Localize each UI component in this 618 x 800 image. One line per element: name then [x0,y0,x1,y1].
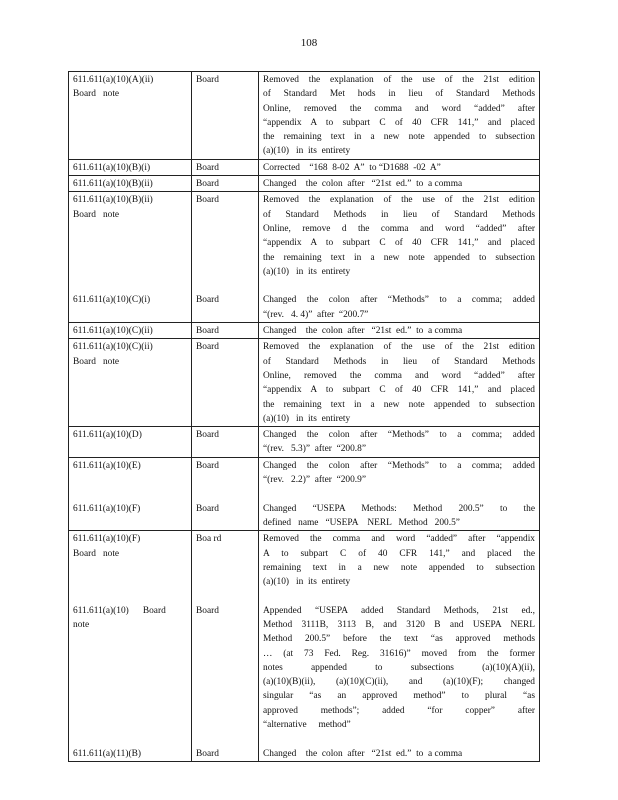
change-text-line: Online, removed the comma and word “added” after [263,370,535,381]
spacer [73,516,187,530]
change-description-cell [259,72,540,160]
changed-by: Board [196,162,219,173]
change-text-line: “(rev. 2.2)” after “200.9” [263,475,366,486]
spacer [196,647,254,661]
change-description-cell [259,531,540,762]
section-cell [69,176,192,192]
spacer [196,516,254,530]
section-cell [69,192,192,323]
changes-table [68,71,540,762]
spacer [73,704,187,718]
changed-by: Board [196,75,219,85]
change-text-line: Method 200.5” before the text “as approved methods [263,634,535,645]
change-text-line: approved methods”; added “for copper” after [263,705,535,716]
spacer [73,383,187,397]
change-text-line: Corrected “168 8-02 A” to “D1688 -02 A” [263,162,441,173]
spacer [73,265,187,279]
spacer [73,236,187,250]
change-description-cell [259,192,540,323]
spacer [73,632,187,646]
changed-by: Board [196,295,219,306]
section-cell [69,159,192,175]
change-description-cell [259,339,540,427]
table-row [69,176,540,192]
changed-by: Board [196,748,219,759]
section-cell [69,531,192,762]
changed-by-cell [192,159,259,175]
change-text-line: Removed the comma and word “added” after “appendix [263,534,535,545]
change-text-line: Changed the colon after “21st ed.” to a comma [263,748,463,759]
section-note-label: note [73,619,90,630]
changed-by: Board [196,503,219,514]
table-row [69,323,540,339]
changed-by: Board [196,195,219,206]
section-cell [69,457,192,530]
changed-by: Board [196,342,219,353]
change-text-line: the remaining text in a new note appended to subsection [263,132,535,143]
spacer [73,732,187,746]
change-text-line: “(rev. 5.3)” after “200.8” [263,444,366,455]
change-description-cell [259,159,540,175]
change-text-line: Removed the explanation of the use of the 21st edition [263,195,535,206]
spacer [196,473,254,487]
spacer [196,689,254,703]
changed-by: Boa rd [196,534,222,545]
table-row [69,531,540,762]
change-text-line: “alternative method” [263,720,351,731]
spacer [196,369,254,383]
spacer [196,355,254,369]
spacer [196,732,254,746]
spacer [196,675,254,689]
section-reference: 611.611(a)(10)(A)(ii) [73,75,154,85]
spacer [73,575,187,589]
changed-by: Board [196,460,219,471]
change-text-line: Changed the colon after “21st ed.” to a comma [263,179,463,190]
changed-by-cell [192,192,259,323]
spacer [73,116,187,130]
spacer [196,279,254,293]
spacer [196,618,254,632]
spacer [196,208,254,222]
spacer [196,383,254,397]
spacer [73,647,187,661]
changed-by-cell [192,427,259,458]
change-text-line: (a)(10)(B)(ii), (a)(10)(C)(ii), and (a)(10)(F); changed [263,677,535,688]
spacer [196,547,254,561]
change-text-line: remaining text in a new note appended to subsection [263,562,535,573]
change-text-line: Online, remove d the comma and word “added” after [263,223,535,234]
table-row [69,72,540,160]
spacer [196,561,254,575]
spacer [196,718,254,732]
section-reference: 611.611(a)(10)(F) [73,503,141,514]
spacer [196,236,254,250]
changed-by: Board [196,430,219,441]
spacer [73,675,187,689]
change-text-line: “appendix A to subpart C of 40 CFR 141,” and placed [263,385,535,396]
spacer [196,130,254,144]
change-description-cell [259,427,540,458]
change-text-line: Changed the colon after “Methods” to a comma; added [263,430,535,441]
spacer [196,412,254,426]
spacer [196,308,254,322]
changed-by-cell [192,176,259,192]
change-text-line: “appendix A to subpart C of 40 CFR 141,” and placed [263,117,535,128]
spacer [73,561,187,575]
section-reference: 611.611(a)(10)(C)(ii) [73,326,153,337]
section-reference: 611.611(a)(10)(F) [73,534,141,545]
change-text-line: Removed the explanation of the use of the 21st edition [263,342,535,353]
spacer [196,589,254,603]
spacer [196,442,254,456]
changed-by-cell [192,323,259,339]
spacer [263,589,535,603]
change-description-cell [259,457,540,530]
spacer [196,398,254,412]
section-note-label: Board note [73,89,120,100]
section-reference: 611.611(a)(11)(B) [73,748,141,759]
section-reference: 611.611(a)(10)(C)(i) [73,295,151,306]
change-text-line: notes appended to subsections (a)(10)(A)(ii), [263,662,535,673]
spacer [196,632,254,646]
section-note-label: Board note [73,356,120,367]
change-text-line: Removed the explanation of the use of the 21st edition [263,75,535,85]
spacer [73,398,187,412]
changed-by-cell [192,531,259,762]
spacer [73,718,187,732]
change-text-line: Changed the colon after “Methods” to a comma; added [263,295,535,306]
change-text-line: Changed the colon after “Methods” to a comma; added [263,460,535,471]
change-text-line: (a)(10) in its entirety [263,266,351,277]
spacer [73,144,187,158]
change-text-line: (a)(10) in its entirety [263,577,351,588]
spacer [73,251,187,265]
change-text-line: Online, removed the comma and word “added” after [263,103,535,114]
spacer [73,473,187,487]
changed-by-cell [192,72,259,160]
spacer [196,102,254,116]
section-note-label: Board note [73,209,120,220]
changed-by-cell [192,339,259,427]
spacer [73,369,187,383]
spacer [263,732,535,746]
change-text-line: of Standard Met hods in lieu of Standard Methods [263,89,535,100]
changed-by-cell [192,457,259,530]
section-reference: 611.611(a)(10)(D) [73,430,142,441]
table-row [69,192,540,323]
page-number: 108 [300,37,318,49]
change-description-cell [259,176,540,192]
spacer [196,265,254,279]
changes-table-body [69,72,540,762]
change-text-line: (a)(10) in its entirety [263,146,351,157]
table-row [69,427,540,458]
change-text-line: … (at 73 Fed. Reg. 31616)” moved from the former [263,648,535,659]
changed-by: Board [196,179,219,190]
section-cell [69,72,192,160]
section-note-label: Board note [73,548,120,559]
spacer [73,589,187,603]
spacer [73,661,187,675]
spacer [196,575,254,589]
section-cell [69,323,192,339]
section-cell [69,339,192,427]
table-row [69,339,540,427]
section-reference: 611.611(a)(10)(C)(ii) [73,342,153,353]
spacer [73,308,187,322]
change-text-line: singular “as an approved method” to plural “as [263,691,535,702]
spacer [73,412,187,426]
spacer [196,251,254,265]
change-text-line: “(rev. 4. 4)” after “200.7” [263,309,369,320]
change-text-line: Appended “USEPA added Standard Methods, 21st ed., [263,605,535,616]
section-cell [69,427,192,458]
spacer [73,222,187,236]
changed-by: Board [196,326,219,337]
spacer [263,487,535,501]
change-text-line: the remaining text in a new note appended to subsection [263,399,535,410]
section-reference: 611.611(a)(10)(B)(ii) [73,195,153,206]
spacer [73,442,187,456]
section-reference: 611.611(a)(10)(B)(i) [73,162,151,173]
spacer [196,704,254,718]
change-text-line: “appendix A to subpart C of 40 CFR 141,” and placed [263,238,535,249]
spacer [196,116,254,130]
table-row [69,457,540,530]
change-text-line: defined name “USEPA NERL Method 200.5” [263,517,460,528]
change-text-line: of Standard Methods in lieu of Standard Methods [263,356,535,367]
spacer [196,487,254,501]
change-text-line: Changed the colon after “21st ed.” to a comma [263,326,463,337]
change-text-line: Changed “USEPA Methods: Method 200.5” to the [263,503,535,514]
section-reference: 611.611(a)(10)(E) [73,460,141,471]
spacer [263,279,535,293]
change-text-line: Method 3111B, 3113 B, and 3120 B and USEPA NERL [263,619,535,630]
spacer [73,487,187,501]
change-text-line: the remaining text in a new note appended to subsection [263,252,535,263]
spacer [196,661,254,675]
changed-by: Board [196,605,219,616]
change-text-line: A to subpart C of 40 CFR 141,” and placed the [263,548,535,559]
section-reference: 611.611(a)(10)(B)(ii) [73,179,153,190]
spacer [73,130,187,144]
spacer [73,279,187,293]
change-description-cell [259,323,540,339]
change-text-line: (a)(10) in its entirety [263,413,351,424]
spacer [196,87,254,101]
spacer [73,689,187,703]
section-reference: 611.611(a)(10) Board [73,605,166,616]
spacer [73,102,187,116]
spacer [196,144,254,158]
table-row [69,159,540,175]
change-text-line: of Standard Methods in lieu of Standard Methods [263,209,535,220]
spacer [196,222,254,236]
